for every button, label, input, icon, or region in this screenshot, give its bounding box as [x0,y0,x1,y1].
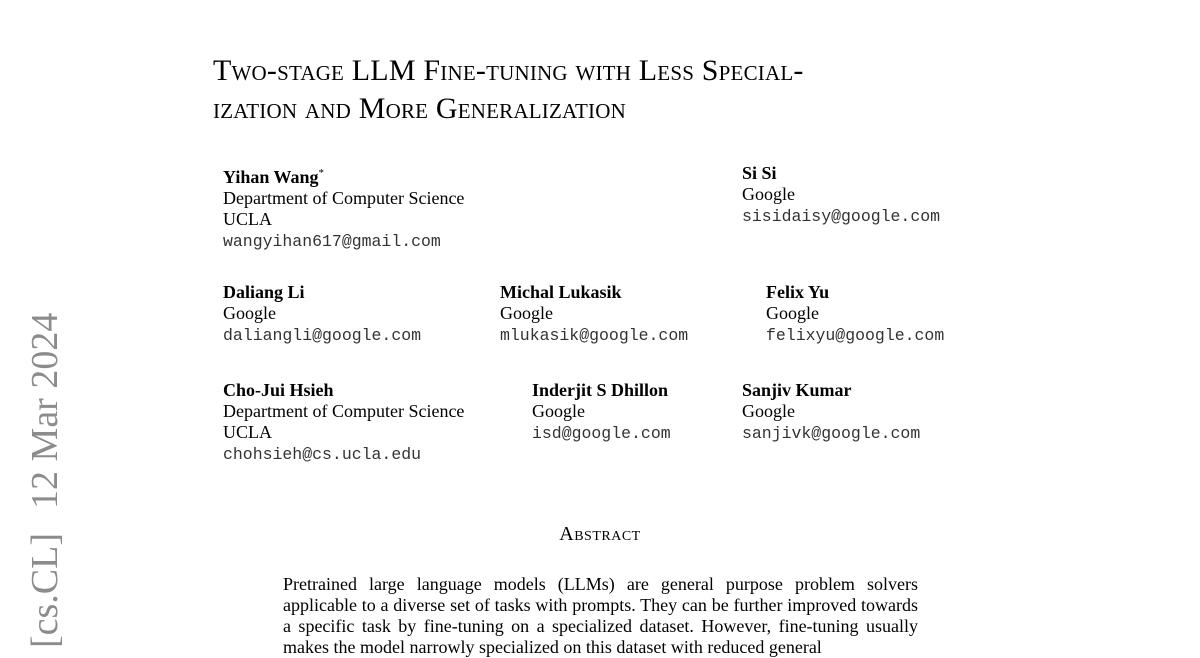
author-name: Michal Lukasik [500,282,622,302]
author-email[interactable]: chohsieh@cs.ucla.edu [223,445,422,464]
arxiv-category: [cs.CL] [24,532,66,648]
author-name: Yihan Wang* [223,167,325,187]
author-email[interactable]: sisidaisy@google.com [742,207,941,226]
arxiv-side-stamp [26,313,64,648]
title-line-1: Two-stage LLM Fine-tuning with Less Special- [213,54,804,87]
title-line-2: ization and More Generalization [213,92,626,125]
author-affiliation: Google [742,401,795,421]
author-affiliation: Google [532,401,585,421]
author-name: Daliang Li [223,282,305,302]
author-email[interactable]: isd@google.com [532,424,671,443]
arxiv-date: 12 Mar 2024 [24,312,66,509]
author-block [223,282,421,346]
author-email[interactable]: daliangli@google.com [223,326,422,345]
author-email[interactable]: felixyu@google.com [766,326,945,345]
author-affiliation: Google [742,184,795,204]
author-block [500,282,688,346]
abstract-heading: Abstract [559,523,641,545]
author-block [742,163,940,227]
author-email[interactable]: wangyihan617@gmail.com [223,232,441,251]
footnote-marker: * [318,167,325,179]
author-affiliation: Google [500,303,553,323]
author-name: Inderjit S Dhillon [532,380,669,400]
author-block [742,380,920,444]
author-block [223,163,464,252]
author-email[interactable]: sanjivk@google.com [742,424,921,443]
author-block [766,282,944,346]
author-block [223,380,464,465]
author-block [532,380,671,444]
abstract-text: Pretrained large language models (LLMs) are general purpose problem solvers applicable to a diverse set of tasks with prompts. They can be further improved towards a specific task by fine-tuning on a specialized dataset. However, fine-tuning usually makes the model narrowly specialized on this dataset with reduced general [283,574,918,657]
author-affiliation: Department of Computer Science [223,401,465,421]
author-name: Sanjiv Kumar [742,380,852,400]
author-name: Si Si [742,163,777,183]
author-affiliation: UCLA [223,209,272,229]
author-email[interactable]: mlukasik@google.com [500,326,689,345]
author-affiliation: Department of Computer Science [223,188,465,208]
author-name: Felix Yu [766,282,830,302]
paper-title [213,52,1033,128]
author-affiliation: Google [223,303,276,323]
author-affiliation: Google [766,303,819,323]
author-name: Cho-Jui Hsieh [223,380,334,400]
author-affiliation: UCLA [223,422,272,442]
